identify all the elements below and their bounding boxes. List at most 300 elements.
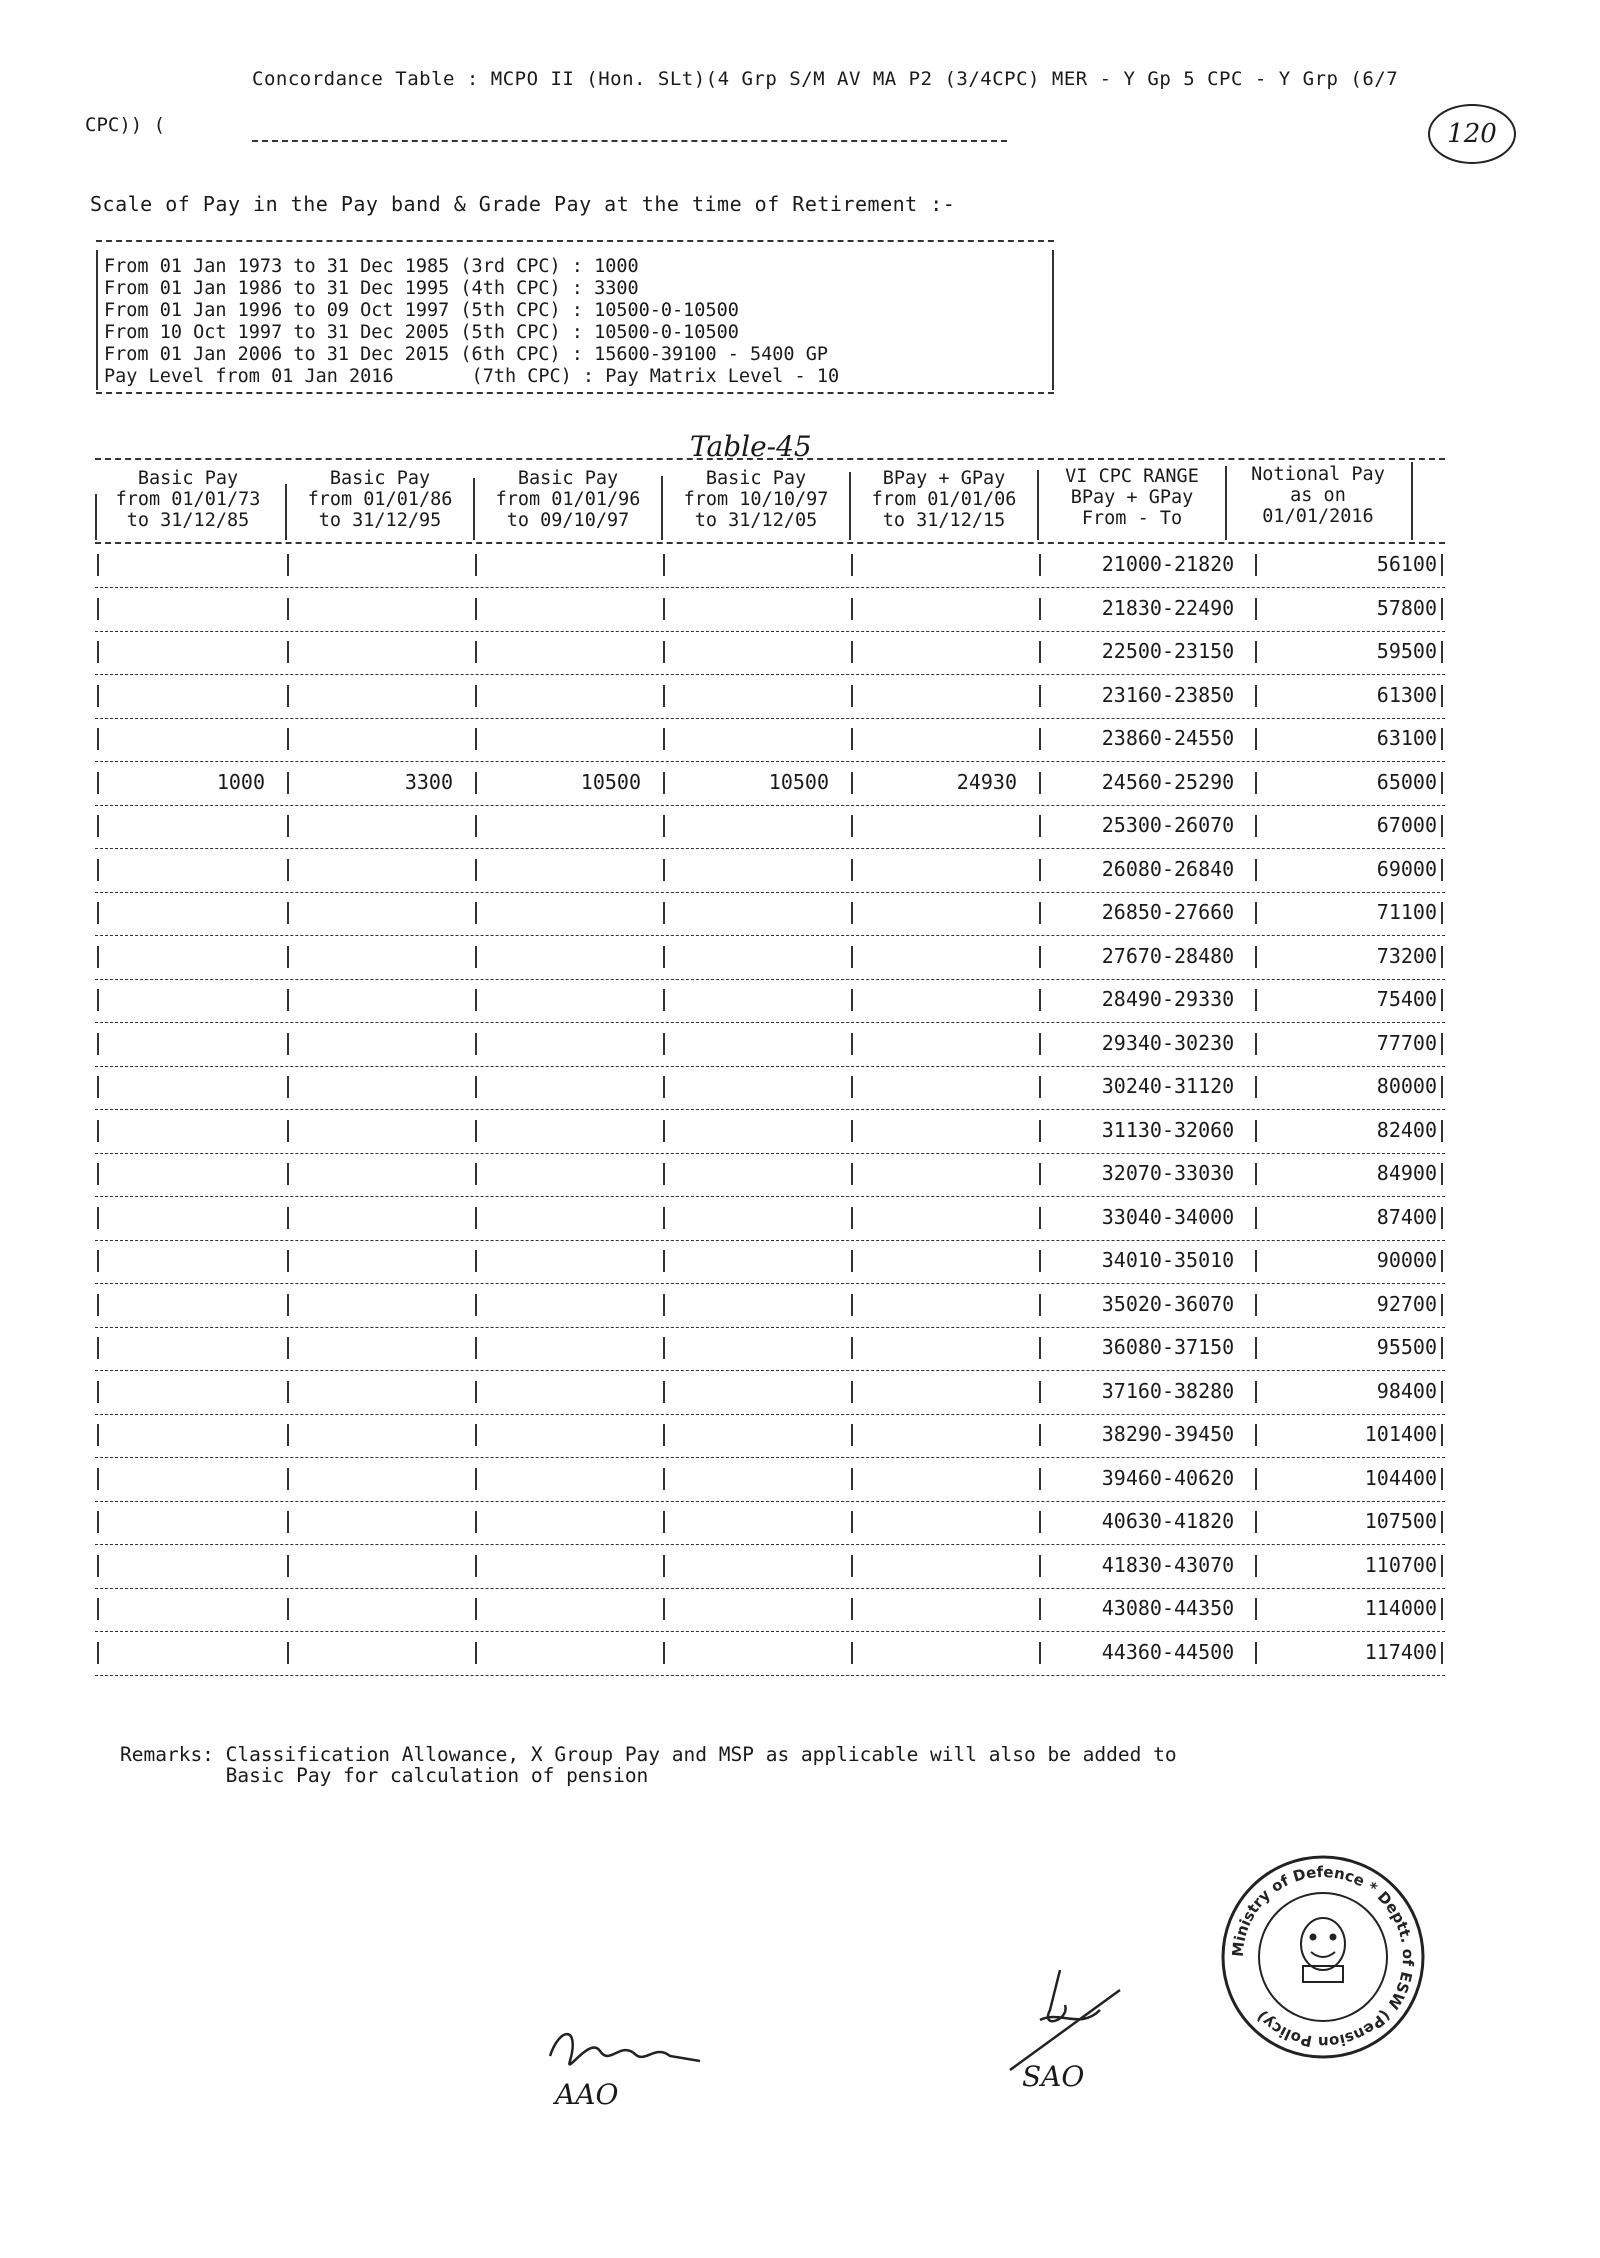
cell-divider (287, 1555, 289, 1577)
cell-divider (851, 1337, 853, 1359)
cell-divider (663, 1598, 665, 1620)
table-row (95, 1197, 1445, 1241)
cell-divider (1039, 815, 1041, 837)
cell-divider (97, 1555, 99, 1577)
cell-divider (97, 1076, 99, 1098)
cell-divider (1255, 859, 1257, 881)
cell-divider (851, 1163, 853, 1185)
cell-divider (1255, 641, 1257, 663)
cell-divider (1039, 641, 1041, 663)
cell-divider (287, 598, 289, 620)
cell-divider (851, 598, 853, 620)
cell-divider (851, 1468, 853, 1490)
cell-divider (287, 1207, 289, 1229)
pay-range-cell: 24560-25290 (1101, 769, 1235, 794)
cell-divider (1255, 1642, 1257, 1664)
table-label: Table-45 (690, 430, 812, 463)
cell-divider (97, 859, 99, 881)
cell-divider (663, 1033, 665, 1055)
column-header: Notional Pay as on 01/01/2016 (1251, 464, 1385, 527)
table-row (95, 675, 1445, 719)
pay-range-cell: 29340-30230 (1101, 1030, 1235, 1055)
cell-divider (475, 554, 477, 576)
header-divider (95, 494, 97, 540)
table-row (95, 1588, 1445, 1632)
header-divider (1411, 462, 1413, 540)
cell-divider (1255, 815, 1257, 837)
cell-divider (287, 989, 289, 1011)
cell-divider (475, 1511, 477, 1533)
cell-divider (1441, 554, 1443, 576)
pay-range-cell: 28490-29330 (1101, 987, 1235, 1011)
cell-divider (1039, 1294, 1041, 1316)
cell-divider (1255, 1511, 1257, 1533)
cell-divider (287, 1250, 289, 1272)
cell-divider (475, 1555, 477, 1577)
pay-range-cell: 35020-36070 (1101, 1291, 1235, 1316)
cell-divider (1255, 728, 1257, 750)
table-row (95, 1327, 1445, 1371)
pay-range-cell: 44360-44500 (1101, 1639, 1235, 1664)
cell-divider (663, 1250, 665, 1272)
basic-pay-cell: 24930 (956, 769, 1017, 794)
cell-divider (851, 902, 853, 924)
table-row (95, 762, 1445, 806)
cell-divider (97, 772, 99, 794)
cell-divider (287, 1076, 289, 1098)
cell-divider (1441, 1076, 1443, 1098)
cell-divider (287, 1120, 289, 1142)
concordance-table (95, 458, 1445, 1703)
cell-divider (475, 859, 477, 881)
pay-range-cell: 41830-43070 (1101, 1552, 1235, 1577)
cell-divider (663, 815, 665, 837)
cell-divider (663, 1555, 665, 1577)
table-row (95, 1501, 1445, 1545)
table-row (95, 1023, 1445, 1067)
cell-divider (663, 772, 665, 794)
cell-divider (663, 685, 665, 707)
cell-divider (475, 1207, 477, 1229)
cell-divider (851, 1207, 853, 1229)
column-header: Basic Pay from 01/01/86 to 31/12/95 (307, 468, 453, 531)
cell-divider (663, 1511, 665, 1533)
header-divider (1225, 466, 1227, 540)
pay-range-cell: 34010-35010 (1101, 1248, 1235, 1272)
cell-divider (1039, 1555, 1041, 1577)
notional-pay-cell: 117400 (1364, 1639, 1437, 1664)
cell-divider (1039, 1598, 1041, 1620)
cell-divider (287, 815, 289, 837)
table-row (95, 1066, 1445, 1110)
period-row: From 01 Jan 1973 to 31 Dec 1985 (3rd CPC) : 1000 (104, 256, 639, 277)
pay-range-cell: 31130-32060 (1101, 1117, 1235, 1142)
column-header: Basic Pay from 01/01/73 to 31/12/85 (115, 468, 261, 531)
cell-divider (1255, 772, 1257, 794)
aao-label: AAO (555, 2078, 619, 2111)
cell-divider (1441, 728, 1443, 750)
cell-divider (287, 554, 289, 576)
header-divider (849, 472, 851, 540)
cell-divider (287, 1033, 289, 1055)
period-row: From 01 Jan 1986 to 31 Dec 1995 (4th CPC) : 3300 (104, 278, 639, 299)
cell-divider (663, 554, 665, 576)
cell-divider (1039, 902, 1041, 924)
pay-range-cell: 37160-38280 (1101, 1378, 1235, 1403)
sao-label: SAO (1022, 2060, 1085, 2093)
cell-divider (1255, 902, 1257, 924)
cell-divider (97, 815, 99, 837)
cell-divider (97, 1642, 99, 1664)
cell-divider (287, 1468, 289, 1490)
cell-divider (1039, 1511, 1041, 1533)
cell-divider (475, 1598, 477, 1620)
cell-divider (1039, 1642, 1041, 1664)
cell-divider (97, 728, 99, 750)
cell-divider (1039, 1076, 1041, 1098)
cell-divider (1039, 598, 1041, 620)
row-divider (95, 1675, 1445, 1676)
cell-divider (851, 1250, 853, 1272)
notional-pay-cell: 69000 (1376, 856, 1437, 881)
cell-divider (1441, 989, 1443, 1011)
cell-divider (475, 728, 477, 750)
cell-divider (475, 1642, 477, 1664)
period-row: Pay Level from 01 Jan 2016 (7th CPC) : Pay Matrix Level - 10 (104, 366, 840, 387)
notional-pay-cell: 92700 (1376, 1291, 1437, 1316)
table-row (95, 1458, 1445, 1502)
header-divider (285, 484, 287, 540)
notional-pay-cell: 82400 (1376, 1117, 1437, 1142)
document-title: Concordance Table : MCPO II (Hon. SLt)(4 Grp S/M AV MA P2 (3/4CPC) MER - Y Gp 5 CPC - Y Grp (6/7 (252, 68, 1399, 90)
cell-divider (663, 1381, 665, 1403)
notional-pay-cell: 65000 (1376, 769, 1437, 794)
cell-divider (475, 1033, 477, 1055)
cell-divider (97, 1381, 99, 1403)
cell-divider (1441, 1642, 1443, 1664)
notional-pay-cell: 56100 (1376, 552, 1437, 576)
cell-divider (97, 1511, 99, 1533)
period-row: From 10 Oct 1997 to 31 Dec 2005 (5th CPC) : 10500-0-10500 (104, 322, 739, 343)
cell-divider (1441, 1511, 1443, 1533)
table-row (95, 1545, 1445, 1589)
notional-pay-cell: 110700 (1364, 1552, 1437, 1577)
cell-divider (97, 598, 99, 620)
pay-range-cell: 32070-33030 (1101, 1161, 1235, 1185)
table-top-border (95, 458, 1445, 460)
periods-box-right-border (1052, 250, 1054, 390)
cell-divider (287, 946, 289, 968)
cell-divider (1255, 1381, 1257, 1403)
cell-divider (663, 902, 665, 924)
cell-divider (851, 728, 853, 750)
cell-divider (1039, 1033, 1041, 1055)
column-header: VI CPC RANGE BPay + GPay From - To (1065, 466, 1199, 529)
column-header: Basic Pay from 10/10/97 to 31/12/05 (683, 468, 829, 531)
pay-range-cell: 30240-31120 (1101, 1074, 1235, 1098)
cell-divider (851, 1642, 853, 1664)
cell-divider (1039, 1381, 1041, 1403)
header-divider (473, 478, 475, 540)
cell-divider (1039, 1468, 1041, 1490)
cell-divider (475, 1337, 477, 1359)
cell-divider (1039, 554, 1041, 576)
cell-divider (1441, 685, 1443, 707)
cell-divider (475, 989, 477, 1011)
cell-divider (1255, 1555, 1257, 1577)
cell-divider (1039, 989, 1041, 1011)
emblem-icon (1301, 1918, 1345, 1982)
table-row (95, 892, 1445, 936)
cell-divider (1039, 946, 1041, 968)
scale-heading: Scale of Pay in the Pay band & Grade Pay at the time of Retirement :- (90, 192, 956, 216)
cell-divider (475, 685, 477, 707)
cell-divider (97, 1294, 99, 1316)
period-row: From 01 Jan 2006 to 31 Dec 2015 (6th CPC) : 15600-39100 - 5400 GP (104, 344, 828, 365)
cell-divider (851, 1294, 853, 1316)
cell-divider (475, 1381, 477, 1403)
basic-pay-cell: 3300 (404, 769, 453, 794)
cell-divider (1255, 946, 1257, 968)
basic-pay-cell: 10500 (580, 769, 641, 794)
cell-divider (475, 815, 477, 837)
cell-divider (1441, 1424, 1443, 1446)
cell-divider (663, 598, 665, 620)
cell-divider (475, 1468, 477, 1490)
cell-divider (1039, 1250, 1041, 1272)
header-divider (1037, 470, 1039, 540)
header-divider (661, 476, 663, 540)
cell-divider (97, 1468, 99, 1490)
column-header: Basic Pay from 01/01/96 to 09/10/97 (495, 468, 641, 531)
cell-divider (1255, 1598, 1257, 1620)
cell-divider (851, 1424, 853, 1446)
cell-divider (1441, 772, 1443, 794)
periods-box-top-border (96, 240, 1054, 242)
cell-divider (851, 1555, 853, 1577)
notional-pay-cell: 75400 (1376, 987, 1437, 1011)
periods-box-bottom-border (96, 392, 1054, 394)
pay-range-cell: 33040-34000 (1101, 1204, 1235, 1229)
cell-divider (1441, 1294, 1443, 1316)
table-row (95, 805, 1445, 849)
table-row (95, 979, 1445, 1023)
table-row (95, 631, 1445, 675)
pay-range-cell: 39460-40620 (1101, 1465, 1235, 1490)
cell-divider (475, 1424, 477, 1446)
cell-divider (97, 989, 99, 1011)
pay-range-cell: 21000-21820 (1101, 552, 1235, 576)
cell-divider (287, 772, 289, 794)
cell-divider (287, 859, 289, 881)
cell-divider (663, 1294, 665, 1316)
cell-divider (97, 1207, 99, 1229)
notional-pay-cell: 84900 (1376, 1161, 1437, 1185)
cell-divider (97, 685, 99, 707)
cell-divider (287, 685, 289, 707)
cell-divider (287, 1424, 289, 1446)
cell-divider (475, 946, 477, 968)
notional-pay-cell: 98400 (1376, 1378, 1437, 1403)
cell-divider (1039, 859, 1041, 881)
notional-pay-cell: 101400 (1364, 1422, 1437, 1446)
cell-divider (663, 989, 665, 1011)
pay-range-cell: 36080-37150 (1101, 1335, 1235, 1359)
cell-divider (287, 1642, 289, 1664)
pay-range-cell: 27670-28480 (1101, 943, 1235, 968)
cell-divider (97, 902, 99, 924)
document-title-continuation: CPC)) ( (85, 114, 166, 136)
remarks: Remarks: Classification Allowance, X Group Pay and MSP as applicable will also be added to Basic Pay for calculation of pension (120, 1743, 1177, 1787)
table-row (95, 544, 1445, 588)
cell-divider (1255, 685, 1257, 707)
notional-pay-cell: 114000 (1364, 1596, 1437, 1620)
period-row: From 01 Jan 1996 to 09 Oct 1997 (5th CPC) : 10500-0-10500 (104, 300, 739, 321)
cell-divider (1039, 1120, 1041, 1142)
cell-divider (1039, 1207, 1041, 1229)
seal-text: Ministry of Defence * Deptt. of ESW (Pension Policy) (1228, 1862, 1418, 2052)
page-number: 120 (1428, 104, 1516, 164)
table-row (95, 1153, 1445, 1197)
cell-divider (1441, 1555, 1443, 1577)
cell-divider (851, 1511, 853, 1533)
notional-pay-cell: 77700 (1376, 1030, 1437, 1055)
cell-divider (663, 859, 665, 881)
cell-divider (851, 554, 853, 576)
pay-range-cell: 21830-22490 (1101, 595, 1235, 620)
cell-divider (475, 902, 477, 924)
table-row (95, 1110, 1445, 1154)
table-row (95, 1371, 1445, 1415)
pay-range-cell: 23860-24550 (1101, 726, 1235, 750)
cell-divider (287, 1598, 289, 1620)
cell-divider (1441, 1381, 1443, 1403)
pay-range-cell: 40630-41820 (1101, 1509, 1235, 1533)
pay-range-cell: 25300-26070 (1101, 813, 1235, 837)
cell-divider (475, 1120, 477, 1142)
table-row (95, 1240, 1445, 1284)
cell-divider (97, 1337, 99, 1359)
pay-range-cell: 43080-44350 (1101, 1596, 1235, 1620)
cell-divider (287, 641, 289, 663)
cell-divider (97, 1120, 99, 1142)
cell-divider (663, 1120, 665, 1142)
column-header: BPay + GPay from 01/01/06 to 31/12/15 (871, 468, 1017, 531)
cell-divider (287, 1511, 289, 1533)
cell-divider (1255, 1294, 1257, 1316)
cell-divider (1255, 1424, 1257, 1446)
cell-divider (851, 1381, 853, 1403)
cell-divider (475, 1076, 477, 1098)
cell-divider (1039, 772, 1041, 794)
cell-divider (851, 641, 853, 663)
notional-pay-cell: 71100 (1376, 900, 1437, 924)
cell-divider (663, 1337, 665, 1359)
cell-divider (663, 1163, 665, 1185)
cell-divider (663, 1642, 665, 1664)
cell-divider (1255, 1250, 1257, 1272)
cell-divider (1441, 1163, 1443, 1185)
notional-pay-cell: 107500 (1364, 1509, 1437, 1533)
cell-divider (1441, 815, 1443, 837)
cell-divider (1441, 1120, 1443, 1142)
cell-divider (1255, 1163, 1257, 1185)
table-row (95, 1632, 1445, 1676)
cell-divider (1441, 902, 1443, 924)
cell-divider (1441, 598, 1443, 620)
notional-pay-cell: 57800 (1376, 595, 1437, 620)
pay-periods-box (96, 240, 1054, 392)
notional-pay-cell: 61300 (1376, 682, 1437, 707)
table-row (95, 1284, 1445, 1328)
notional-pay-cell: 80000 (1376, 1074, 1437, 1098)
table-row (95, 849, 1445, 893)
pay-range-cell: 26080-26840 (1101, 856, 1235, 881)
cell-divider (851, 1076, 853, 1098)
cell-divider (1039, 728, 1041, 750)
periods-box-left-border (96, 250, 98, 390)
cell-divider (1255, 1033, 1257, 1055)
cell-divider (1441, 859, 1443, 881)
cell-divider (663, 1468, 665, 1490)
cell-divider (287, 728, 289, 750)
cell-divider (1441, 1337, 1443, 1359)
ministry-seal (1218, 1852, 1428, 2062)
cell-divider (1255, 1076, 1257, 1098)
cell-divider (1255, 1207, 1257, 1229)
table-row (95, 1414, 1445, 1458)
cell-divider (287, 1337, 289, 1359)
cell-divider (97, 946, 99, 968)
cell-divider (287, 1163, 289, 1185)
cell-divider (851, 859, 853, 881)
cell-divider (475, 1294, 477, 1316)
cell-divider (97, 641, 99, 663)
pay-range-cell: 22500-23150 (1101, 639, 1235, 663)
cell-divider (851, 815, 853, 837)
cell-divider (1039, 1424, 1041, 1446)
cell-divider (1441, 1033, 1443, 1055)
cell-divider (97, 554, 99, 576)
table-row (95, 718, 1445, 762)
pay-range-cell: 38290-39450 (1101, 1422, 1235, 1446)
notional-pay-cell: 90000 (1376, 1248, 1437, 1272)
cell-divider (97, 1250, 99, 1272)
notional-pay-cell: 67000 (1376, 813, 1437, 837)
cell-divider (475, 598, 477, 620)
notional-pay-cell: 104400 (1364, 1465, 1437, 1490)
cell-divider (851, 1598, 853, 1620)
cell-divider (851, 1033, 853, 1055)
cell-divider (851, 772, 853, 794)
cell-divider (1441, 1598, 1443, 1620)
basic-pay-cell: 10500 (768, 769, 829, 794)
cell-divider (287, 1294, 289, 1316)
notional-pay-cell: 63100 (1376, 726, 1437, 750)
cell-divider (287, 902, 289, 924)
pay-range-cell: 23160-23850 (1101, 682, 1235, 707)
cell-divider (1441, 1250, 1443, 1272)
table-row (95, 936, 1445, 980)
cell-divider (851, 685, 853, 707)
aao-signature-scribble (540, 2016, 710, 2086)
cell-divider (475, 1163, 477, 1185)
cell-divider (97, 1163, 99, 1185)
cell-divider (1255, 1120, 1257, 1142)
cell-divider (287, 1381, 289, 1403)
cell-divider (663, 728, 665, 750)
cell-divider (851, 989, 853, 1011)
